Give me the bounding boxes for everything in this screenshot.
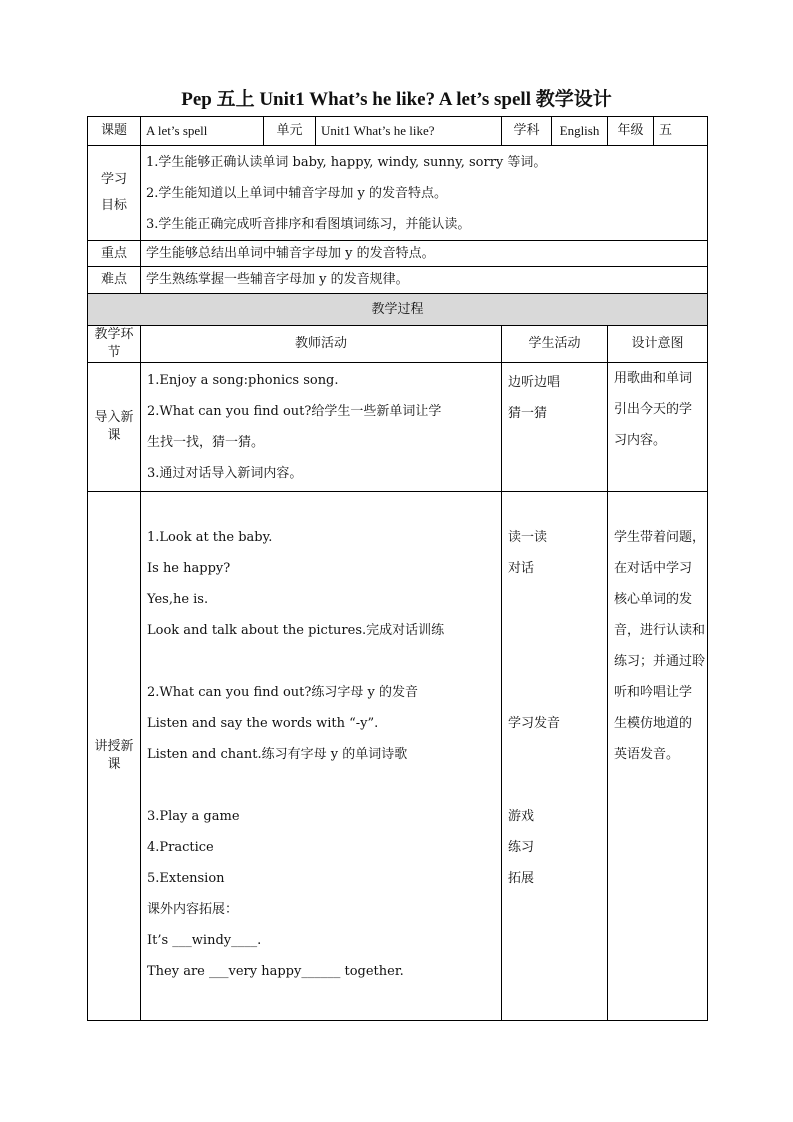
key-point-label: 重点	[88, 241, 141, 267]
teacher-line: 生找一找，猜一猜。	[147, 435, 265, 450]
intent-line: 引出今天的学	[614, 402, 693, 417]
intent-line: 音，进行认读和	[614, 623, 706, 638]
teacher-line: 1.Enjoy a song:phonics song.	[147, 373, 339, 388]
teacher-activity-new-lesson	[141, 492, 502, 1021]
objectives-label	[88, 146, 141, 241]
teacher-line: 5.Extension	[147, 871, 225, 886]
teacher-line: Listen and chant.练习有字母 y 的单词诗歌	[147, 747, 408, 762]
teacher-line: It’s ___windy____.	[147, 933, 262, 948]
student-line: 学习发音	[508, 716, 561, 731]
column-header-stage: 教学环节	[88, 326, 141, 363]
student-line-blank	[508, 770, 601, 801]
teacher-line: 2.What can you find out?练习字母 y 的发音	[147, 685, 418, 700]
teacher-line: Yes,he is.	[147, 592, 209, 607]
student-line: 对话	[508, 561, 535, 576]
student-line-blank	[508, 739, 601, 770]
student-line: 练习	[508, 840, 535, 855]
intent-line: 习内容。	[614, 433, 667, 448]
objective-item: 3.学生能正确完成听音排序和看图填词练习，并能认读。	[146, 216, 471, 232]
subject-label: 学科	[502, 117, 552, 146]
teacher-line: 4.Practice	[147, 840, 214, 855]
teacher-line-blank	[147, 770, 495, 801]
student-line: 边听边唱	[508, 375, 561, 390]
key-point-text: 学生能够总结出单词中辅音字母加 y 的发音特点。	[141, 241, 708, 267]
teacher-line: 2.What can you find out?给学生一些新单词让学	[147, 404, 442, 419]
intent-line: 用歌曲和单词	[614, 371, 693, 386]
objectives-label-line2: 目标	[100, 198, 127, 213]
teacher-line: 课外内容拓展：	[147, 902, 239, 917]
teacher-line: Is he happy?	[147, 561, 231, 576]
unit-label: 单元	[264, 117, 316, 146]
intent-line: 学生带着问题，	[614, 530, 706, 545]
column-header-intent: 设计意图	[608, 326, 708, 363]
topic-value: A let’s spell	[141, 117, 264, 146]
objectives-label-line1: 学习	[100, 172, 127, 187]
objective-item: 2.学生能知道以上单词中辅音字母加 y 的发音特点。	[146, 185, 448, 201]
student-line: 拓展	[508, 871, 535, 886]
intent-line: 英语发音。	[614, 747, 680, 762]
column-header-student: 学生活动	[502, 326, 608, 363]
teacher-activity-intro	[141, 363, 502, 492]
teacher-line: 1.Look at the baby.	[147, 530, 273, 545]
difficulty-row	[88, 267, 708, 294]
process-header: 教学过程	[88, 294, 708, 326]
unit-value: Unit1 What’s he like?	[316, 117, 502, 146]
student-line: 猜一猜	[508, 406, 548, 421]
student-activity-new-lesson	[502, 492, 608, 1021]
intent-new-lesson	[608, 492, 708, 1021]
document-title: Pep 五上 Unit1 What’s he like? A let’s spell 教学设计	[181, 89, 612, 110]
intro-row	[88, 363, 708, 492]
intent-intro	[608, 363, 708, 492]
teacher-line-blank	[147, 646, 495, 677]
lesson-plan-table	[87, 116, 708, 1021]
teacher-line: 3.通过对话导入新词内容。	[147, 466, 303, 481]
intent-line: 核心单词的发	[614, 592, 693, 607]
student-line: 读一读	[508, 530, 548, 545]
subject-value: English	[552, 117, 608, 146]
teacher-line: They are ___very happy______ together.	[147, 964, 404, 979]
header-row	[88, 117, 708, 146]
difficulty-label: 难点	[88, 267, 141, 294]
student-line-blank	[508, 615, 601, 646]
key-point-row	[88, 241, 708, 267]
stage-new-lesson: 讲授新课	[88, 492, 141, 1021]
intent-line: 在对话中学习	[614, 561, 693, 576]
stage-intro: 导入新课	[88, 363, 141, 492]
grade-value: 五	[654, 117, 708, 146]
teacher-line: Listen and say the words with “-y”.	[147, 716, 379, 731]
student-line-blank	[508, 646, 601, 677]
student-line-blank	[508, 584, 601, 615]
topic-label: 课题	[88, 117, 141, 146]
column-header-row	[88, 326, 708, 363]
grade-label: 年级	[608, 117, 654, 146]
new-lesson-row	[88, 492, 708, 1021]
intent-line: 练习；并通过聆	[614, 654, 706, 669]
teacher-line: 3.Play a game	[147, 809, 240, 824]
objectives-content	[141, 146, 708, 241]
process-header-row	[88, 294, 708, 326]
intent-line: 生模仿地道的	[614, 716, 693, 731]
student-line: 游戏	[508, 809, 535, 824]
intent-line: 听和吟唱让学	[614, 685, 693, 700]
objectives-row	[88, 146, 708, 241]
student-line-blank	[508, 677, 601, 708]
student-activity-intro	[502, 363, 608, 492]
column-header-teacher: 教师活动	[141, 326, 502, 363]
difficulty-text: 学生熟练掌握一些辅音字母加 y 的发音规律。	[141, 267, 708, 294]
objective-item: 1.学生能够正确认读单词 baby, happy, windy, sunny, sorry 等词。	[146, 154, 547, 170]
teacher-line: Look and talk about the pictures.完成对话训练	[147, 623, 445, 638]
